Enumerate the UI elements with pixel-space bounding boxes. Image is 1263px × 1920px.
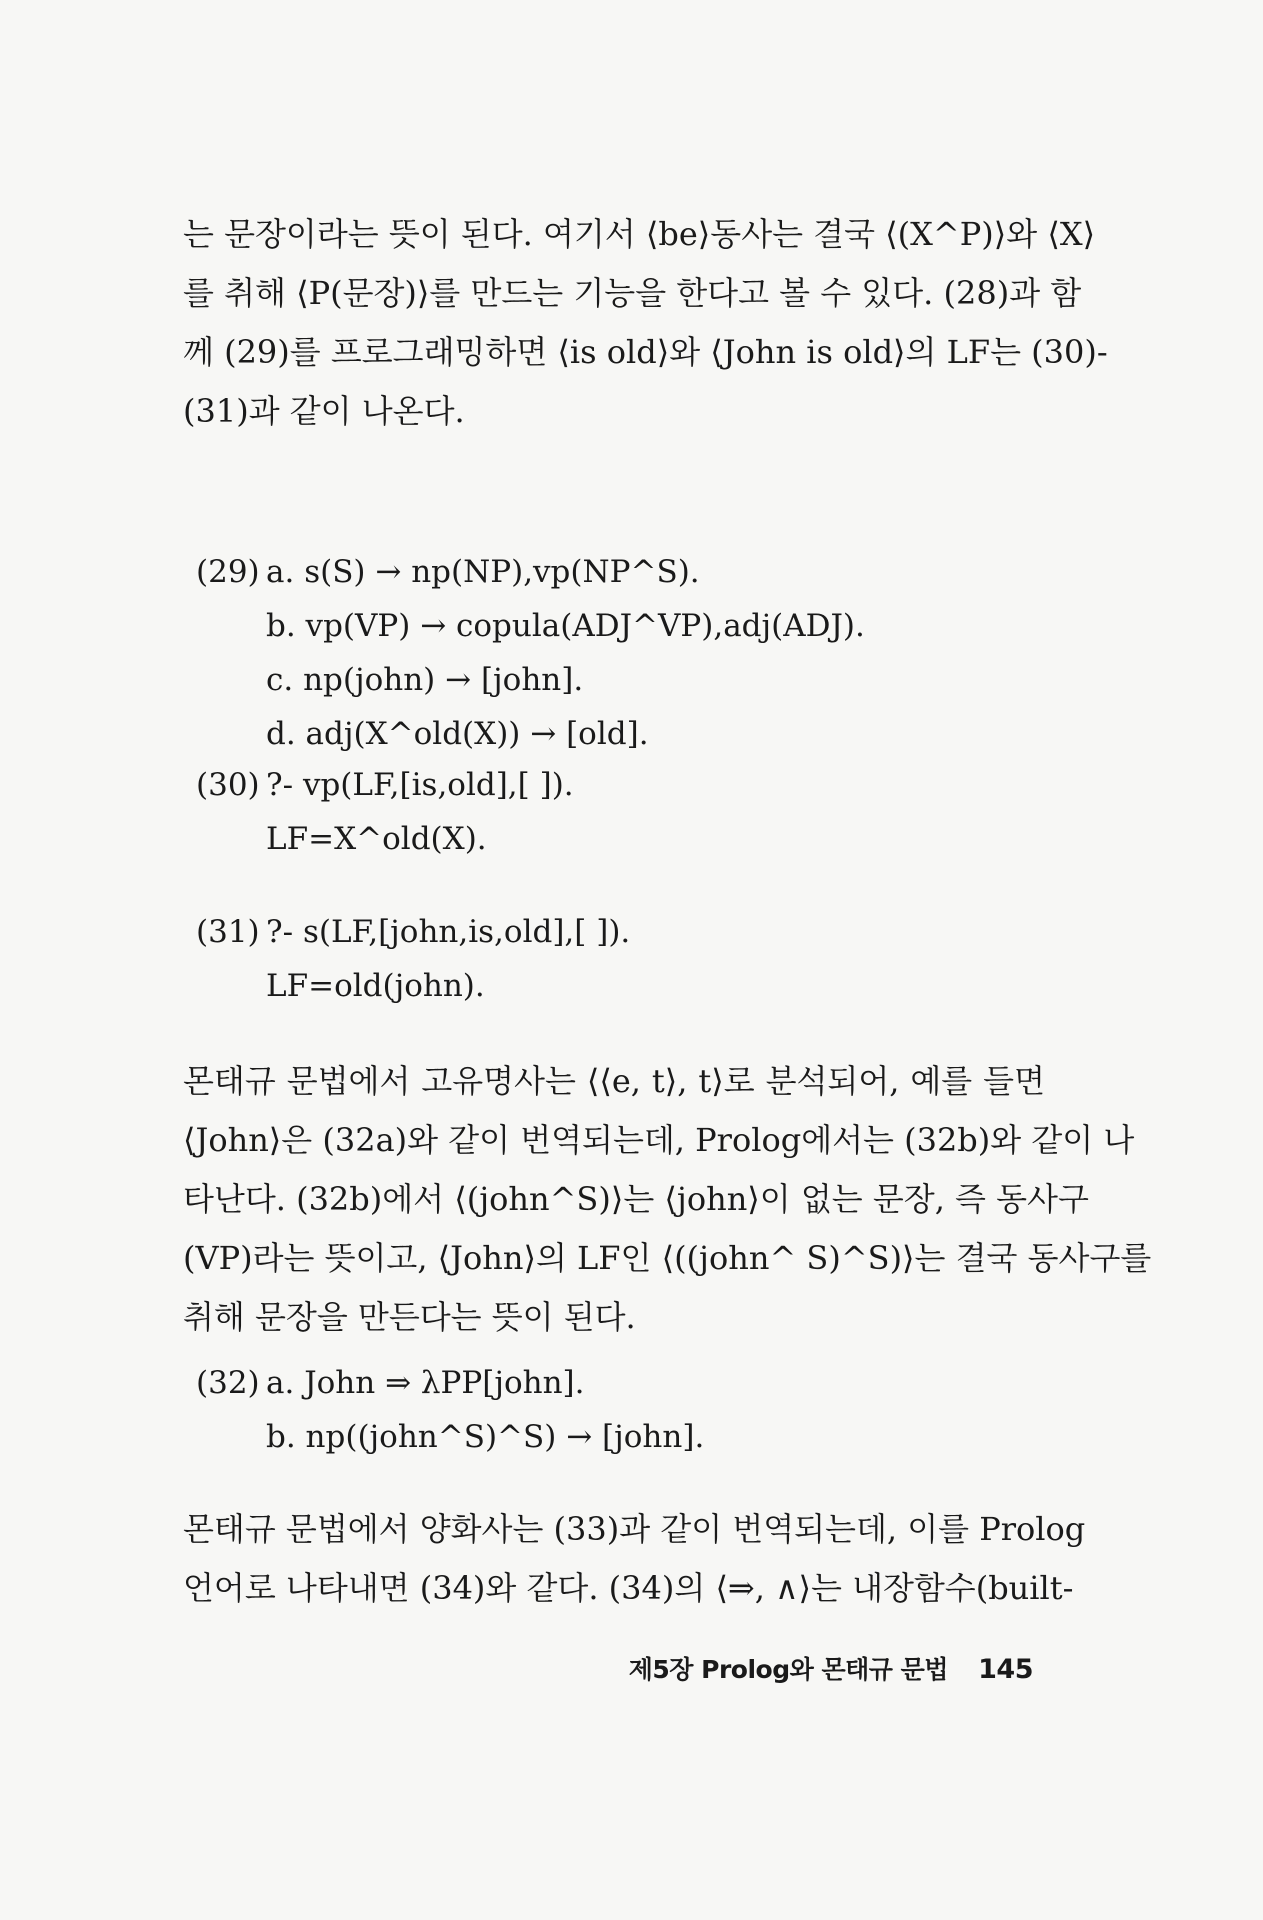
example-item: b. np((john^S)^S) → [john]. — [266, 1419, 705, 1455]
paragraph-line: 몬태규 문법에서 양화사는 (33)과 같이 번역되는데, 이를 Prolog — [183, 1510, 1086, 1548]
paragraph-line: (31)과 같이 나온다. — [183, 392, 465, 430]
example-item: ?- vp(LF,[is,old],[ ]). — [266, 767, 574, 803]
example-item: b. vp(VP) → copula(ADJ^VP),adj(ADJ). — [266, 608, 865, 644]
example-number: (30) — [196, 767, 260, 803]
paragraph-line: 께 (29)를 프로그래밍하면 ⟨is old⟩와 ⟨John is old⟩의 LF는 (30)- — [183, 333, 1108, 371]
example-item: LF=X^old(X). — [266, 821, 487, 857]
example-29 — [196, 545, 865, 761]
paragraph-line: 언어로 나타내면 (34)와 같다. (34)의 ⟨⇒, ∧⟩는 내장함수(built- — [183, 1569, 1074, 1607]
example-31 — [196, 905, 630, 1013]
paragraph-1 — [183, 205, 1108, 441]
paragraph-line: 를 취해 ⟨P(문장)⟩를 만드는 기능을 한다고 볼 수 있다. (28)과 함 — [183, 274, 1082, 312]
paragraph-line: (VP)라는 뜻이고, ⟨John⟩의 LF인 ⟨((john^ S)^S)⟩는 결국 동사구를 — [183, 1239, 1152, 1277]
paragraph-2 — [183, 1052, 1152, 1347]
page-number: 145 — [978, 1654, 1033, 1685]
paragraph-line: 취해 문장을 만든다는 뜻이 된다. — [183, 1298, 636, 1336]
example-30 — [196, 758, 574, 866]
example-number: (32) — [196, 1365, 260, 1401]
paragraph-3 — [183, 1500, 1086, 1618]
example-item: d. adj(X^old(X)) → [old]. — [266, 716, 649, 752]
example-number: (29) — [196, 554, 260, 590]
paragraph-line: 는 문장이라는 뜻이 된다. 여기서 ⟨be⟩동사는 결국 ⟨(X^P)⟩와 ⟨X⟩ — [183, 215, 1096, 253]
example-item: LF=old(john). — [266, 968, 485, 1004]
example-item: c. np(john) → [john]. — [266, 662, 584, 698]
example-32 — [196, 1356, 704, 1464]
example-item: a. John ⇒ λPP[john]. — [266, 1365, 585, 1401]
example-item: a. s(S) → np(NP),vp(NP^S). — [266, 554, 700, 590]
paragraph-line: 타난다. (32b)에서 ⟨(john^S)⟩는 ⟨john⟩이 없는 문장, 즉 동사구 — [183, 1180, 1089, 1218]
example-item: ?- s(LF,[john,is,old],[ ]). — [266, 914, 631, 950]
paragraph-line: 몬태규 문법에서 고유명사는 ⟨⟨e, t⟩, t⟩로 분석되어, 예를 들면 — [183, 1062, 1045, 1100]
chapter-title: 제5장 Prolog와 몬태규 문법 — [628, 1655, 948, 1684]
example-number: (31) — [196, 914, 260, 950]
paragraph-line: ⟨John⟩은 (32a)와 같이 번역되는데, Prolog에서는 (32b)와 같이 나 — [183, 1121, 1135, 1159]
page-footer — [629, 1650, 1033, 1686]
